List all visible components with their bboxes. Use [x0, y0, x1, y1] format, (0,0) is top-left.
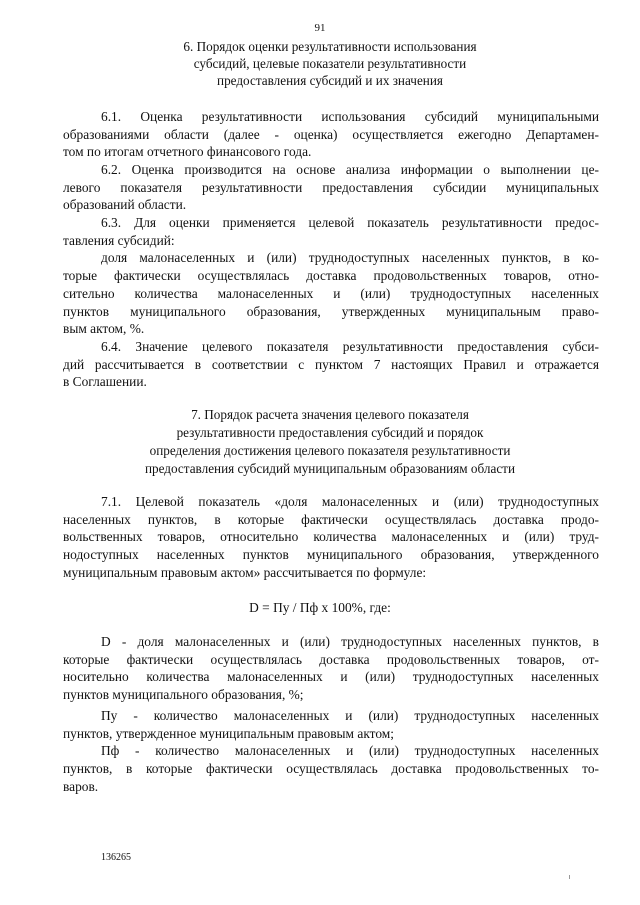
text-line: Пу - количество малонаселенных и (или) труднодоступных населенных: [101, 708, 599, 723]
text-line: Пф - количество малонаселенных и (или) труднодоступных населенных: [101, 743, 599, 759]
text-line: в Соглашении.: [63, 374, 147, 390]
paragraph-6-1: [101, 108, 599, 126]
scan-mark: [569, 875, 570, 879]
heading-line: 6. Порядок оценки результативности использования: [183, 39, 477, 54]
paragraph-6-3: [101, 214, 599, 232]
text-line: которые фактически осуществлялась доставка продовольственных товаров, от-: [63, 651, 599, 667]
text-line: вым актом, %.: [63, 321, 145, 337]
text-line: нодоступных населенных пунктов муниципального образования, утвержденного: [63, 547, 599, 563]
text-line: левого показателя результативности предоставления субсидии муниципальных: [63, 179, 599, 195]
text-line: носительно количества малонаселенных и (или) труднодоступных населенных: [63, 669, 599, 685]
formula: D = Пу / Пф x 100%, где:: [249, 600, 391, 615]
text-line: D - доля малонаселенных и (или) труднодоступных населенных пунктов, в: [101, 634, 599, 649]
definition-d: [101, 633, 599, 651]
paragraph-7-1: [101, 493, 599, 511]
text-line: пунктов, в которые фактически осуществлялась доставка продовольственных то-: [63, 761, 599, 777]
text-line: 6.4. Значение целевого показателя результативности предоставления субси-: [101, 339, 599, 354]
text-line: пунктов, утвержденное муниципальным правовым актом;: [63, 725, 394, 741]
definition-pu: [101, 707, 599, 725]
text-line: торые фактически осуществлялась доставка продовольственных товаров, отно-: [63, 268, 599, 284]
paragraph-indicator: [101, 249, 599, 267]
paragraph-6-4-cont: [63, 356, 599, 391]
text-line: пунктов муниципального образования, %;: [63, 687, 304, 703]
text-line: вольственных товаров, относительно количества малонаселенных и (или) труд-: [63, 529, 599, 545]
heading-line: субсидий, целевые показатели результативности: [193, 56, 467, 71]
text-line: 6.3. Для оценки применяется целевой показатель результативности предос-: [101, 215, 599, 230]
text-line: населенных пунктов, в которые фактически осуществлялась доставка продо-: [63, 511, 599, 527]
text-line: 6.2. Оценка производится на основе анализа информации о выполнении це-: [101, 162, 599, 177]
definition-pf-cont: [63, 760, 599, 795]
text-line: том по итогам отчетного финансового года.: [63, 144, 312, 160]
text-line: сительно количества малонаселенных и (или) труднодоступных населенных: [63, 285, 599, 301]
text-line: пунктов муниципального образования, утвержденных муниципальным право-: [63, 303, 599, 319]
text-line: 7.1. Целевой показатель «доля малонаселенных и (или) труднодоступных: [101, 494, 599, 509]
text-line: дий рассчитывается в соответствии с пунктом 7 настоящих Правил и отражается: [63, 356, 599, 372]
paragraph-6-4: [101, 338, 599, 356]
text-line: варов.: [63, 778, 99, 794]
paragraph-6-2: [101, 161, 599, 179]
section-6-heading: [60, 38, 600, 89]
definition-d-cont: [63, 651, 599, 704]
document-code: 136265: [101, 852, 131, 863]
text-line: доля малонаселенных и (или) труднодоступных населенных пунктов, в ко-: [101, 250, 599, 266]
definition-pu-cont: [63, 725, 599, 743]
text-line: тавления субсидий:: [63, 232, 175, 248]
heading-line: предоставления субсидий муниципальным образованиям области: [144, 461, 516, 476]
text-line: 6.1. Оценка результативности использования субсидий муниципальными: [101, 109, 599, 124]
text-line: образований области.: [63, 197, 187, 213]
section-7-heading: [60, 406, 600, 478]
page-number: 91: [314, 22, 326, 34]
text-line: образованиями области (далее - оценка) осуществляется ежегодно Департамен-: [63, 126, 599, 142]
paragraph-6-2-cont: [63, 179, 599, 214]
heading-line: предоставления субсидий и их значения: [217, 73, 443, 88]
definition-pf: [101, 742, 599, 760]
paragraph-6-1-cont: [63, 126, 599, 161]
text-line: муниципальным правовым актом» рассчитывается по формуле:: [63, 564, 427, 580]
heading-line: определения достижения целевого показателя результативности: [149, 443, 511, 458]
paragraph-7-1-cont: [63, 511, 599, 582]
heading-line: 7. Порядок расчета значения целевого показателя: [191, 407, 469, 422]
paragraph-indicator-cont: [63, 267, 599, 338]
paragraph-6-3-cont: [63, 232, 599, 250]
heading-line: результативности предоставления субсидий и порядок: [176, 425, 484, 440]
